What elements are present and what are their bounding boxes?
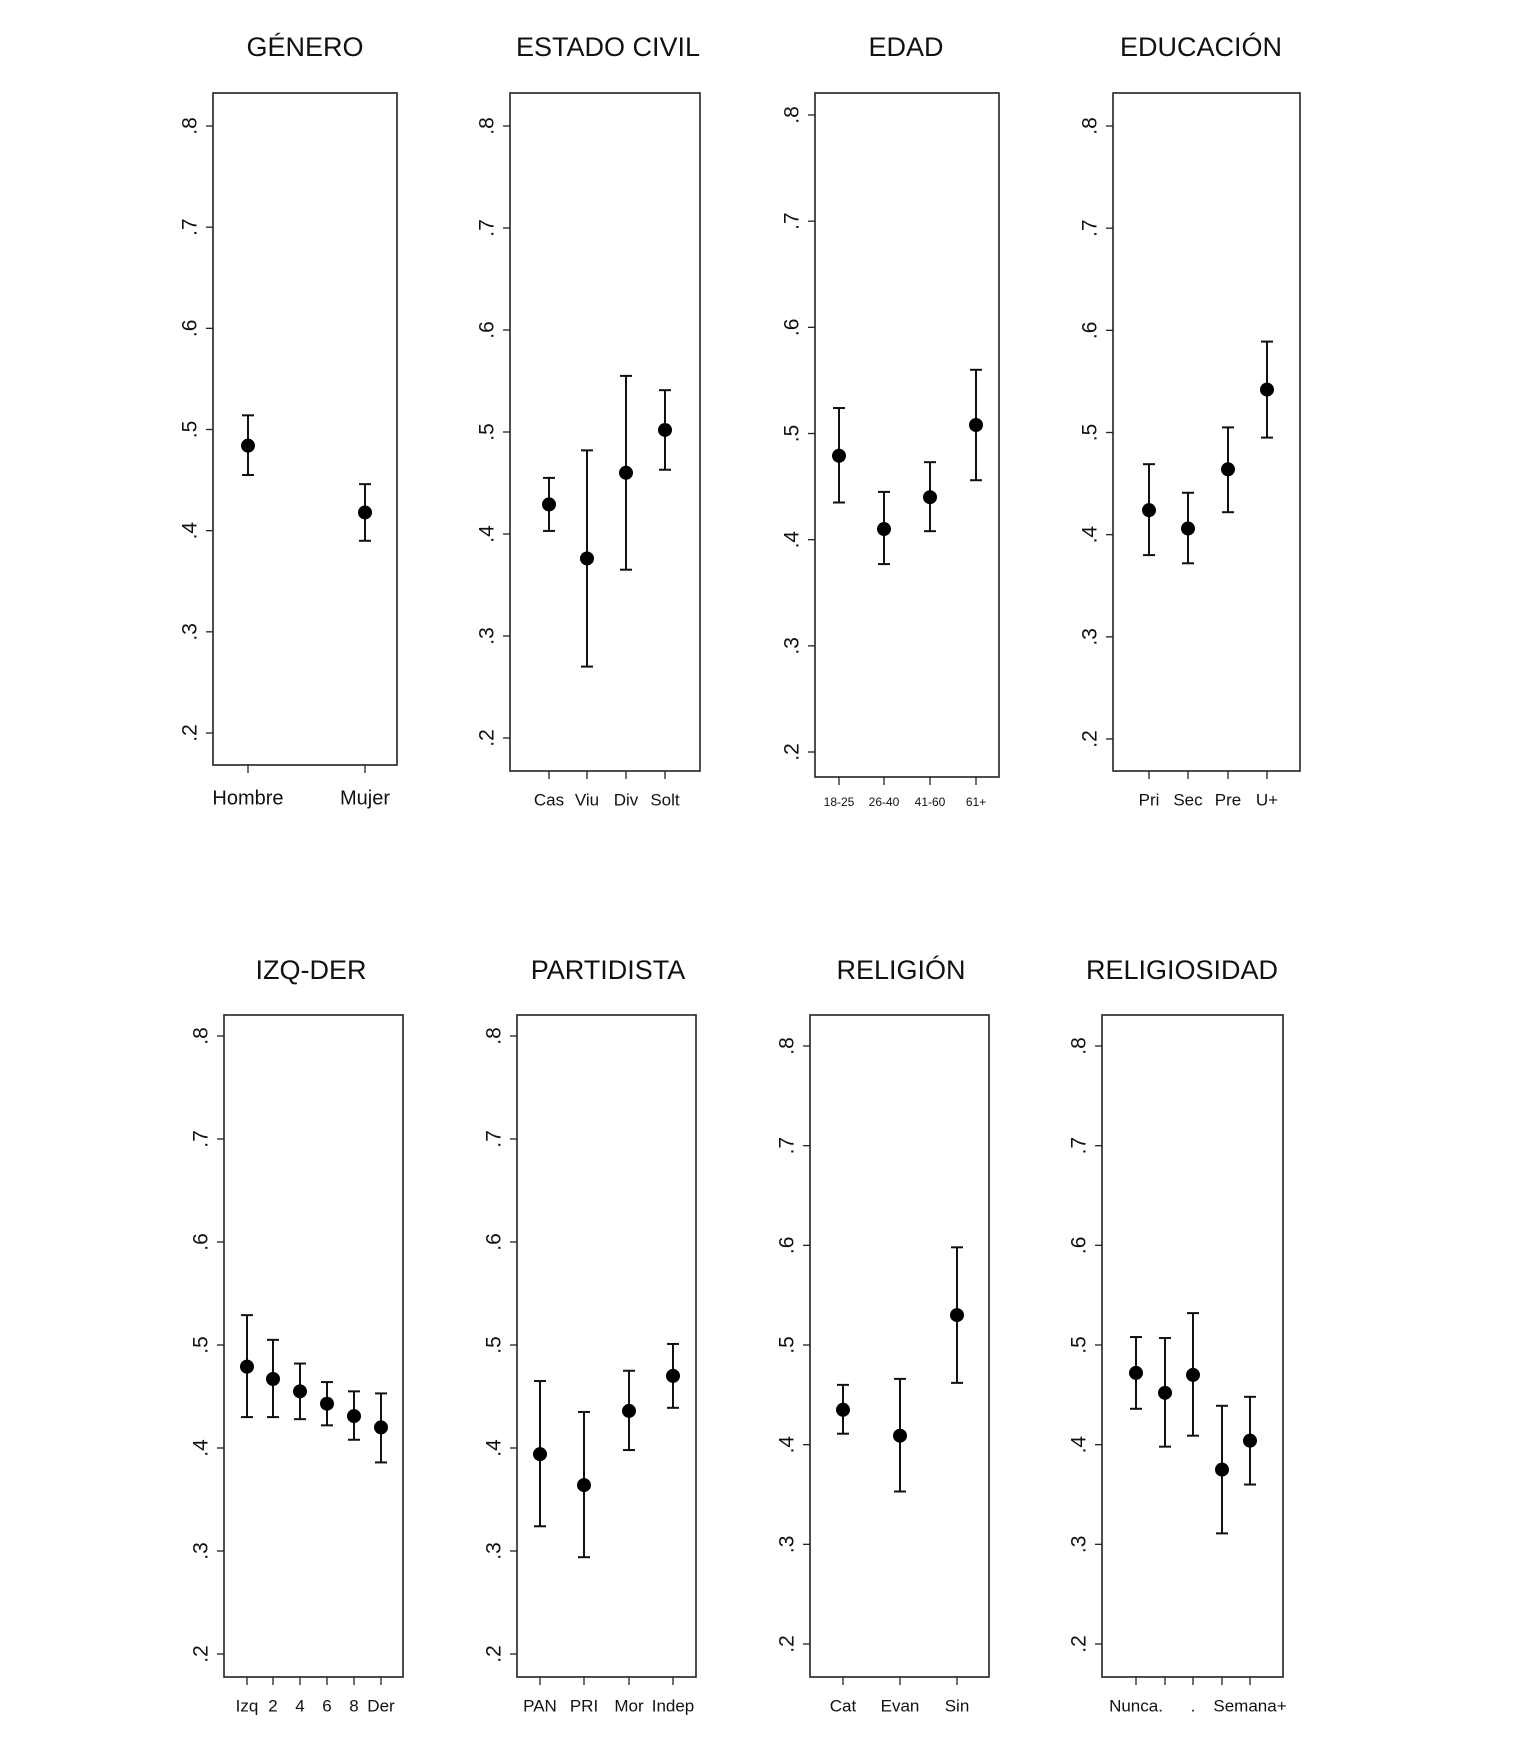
point-estimate (358, 505, 372, 519)
x-tick-label: U+ (1255, 790, 1279, 810)
y-tick-label: .8 (482, 1027, 506, 1045)
plot-frame (1113, 93, 1300, 771)
point-estimate (622, 1404, 636, 1418)
point-estimate (969, 418, 983, 432)
y-tick-label: .5 (482, 1336, 506, 1354)
panel-title: IZQ-DER (255, 955, 367, 986)
x-tick-label: Solt (650, 790, 680, 810)
panel-3 (781, 32, 999, 809)
panel-title: EDAD (868, 32, 944, 63)
y-tick-label: .2 (775, 1635, 799, 1653)
y-tick-label: .3 (1078, 628, 1102, 646)
x-tick-label: 41-60 (914, 795, 946, 810)
y-tick-label: .2 (780, 743, 804, 761)
x-tick-label: Evan (880, 1696, 920, 1716)
y-tick-label: .6 (189, 1233, 213, 1251)
y-tick-label: .3 (475, 627, 499, 645)
panel-1 (179, 32, 397, 809)
y-tick-label: .8 (475, 117, 499, 135)
panel-8 (1068, 955, 1287, 1715)
x-tick-label: Mujer (339, 787, 391, 810)
point-estimate (836, 1403, 850, 1417)
y-tick-label: .5 (475, 423, 499, 441)
y-tick-label: .7 (178, 218, 202, 236)
y-tick-label: .6 (1078, 321, 1102, 340)
y-tick-label: .6 (482, 1233, 506, 1251)
panel-title: RELIGIÓN (836, 955, 966, 986)
panel-title: PARTIDISTA (530, 955, 686, 986)
plot-frame (517, 1015, 696, 1677)
x-tick-label: 4 (295, 1696, 305, 1716)
point-estimate (320, 1397, 334, 1411)
y-tick-label: .5 (780, 424, 804, 443)
y-tick-label: .3 (189, 1542, 213, 1560)
y-tick-label: .7 (1078, 219, 1102, 237)
y-tick-label: .4 (1078, 525, 1102, 544)
point-estimate (240, 1360, 254, 1374)
x-tick-label: Indep (651, 1696, 695, 1716)
y-tick-label: .4 (482, 1439, 506, 1457)
point-estimate (241, 439, 255, 453)
x-tick-label: Cas (533, 790, 565, 810)
y-tick-label: .4 (178, 521, 202, 540)
y-tick-label: .3 (780, 637, 804, 655)
point-estimate (923, 490, 937, 504)
y-tick-label: .3 (482, 1542, 506, 1560)
x-tick-label: Der (367, 1696, 395, 1716)
point-estimate (533, 1447, 547, 1461)
plot-frame (810, 1015, 989, 1677)
y-tick-label: .8 (178, 117, 202, 135)
point-estimate (1158, 1386, 1172, 1400)
point-estimate (374, 1420, 388, 1434)
y-tick-label: .6 (780, 318, 804, 337)
point-estimate (577, 1478, 591, 1492)
x-tick-label: PRI (569, 1696, 599, 1716)
point-estimate (1142, 503, 1156, 517)
x-tick-label: 8 (349, 1696, 359, 1716)
panel-title: RELIGIOSIDAD (1085, 955, 1279, 986)
y-tick-label: .3 (178, 623, 202, 641)
x-tick-label: Izq (235, 1696, 259, 1716)
y-tick-label: .4 (475, 525, 499, 543)
y-tick-label: .6 (1067, 1236, 1091, 1255)
point-estimate (832, 449, 846, 463)
point-estimate (1243, 1434, 1257, 1448)
point-estimate (658, 423, 672, 437)
x-tick-label: Nunca. (1109, 1696, 1163, 1716)
x-tick-label: Div (613, 790, 639, 810)
point-estimate (619, 466, 633, 480)
y-tick-label: .4 (775, 1435, 799, 1454)
y-tick-label: .2 (1078, 730, 1102, 748)
y-tick-label: .8 (780, 106, 804, 124)
point-estimate (1215, 1463, 1229, 1477)
point-estimate (266, 1372, 280, 1386)
panel-6 (483, 955, 696, 1715)
y-tick-label: .2 (178, 724, 202, 742)
x-tick-label: Sec (1173, 790, 1203, 810)
point-estimate (950, 1308, 964, 1322)
panel-title: ESTADO CIVIL (515, 32, 701, 63)
x-tick-label: PAN (523, 1696, 557, 1716)
x-tick-label: Semana+ (1213, 1696, 1287, 1716)
y-tick-label: .6 (775, 1236, 799, 1255)
panel-2 (476, 32, 700, 809)
x-tick-label: 6 (322, 1696, 332, 1716)
y-tick-label: .2 (1067, 1635, 1091, 1653)
point-estimate (1260, 383, 1274, 397)
y-tick-label: .3 (775, 1535, 799, 1554)
x-tick-label: 2 (268, 1696, 278, 1716)
y-tick-label: .5 (178, 420, 202, 439)
point-estimate (1221, 462, 1235, 476)
y-tick-label: .8 (189, 1027, 213, 1045)
y-tick-label: .7 (189, 1130, 213, 1148)
plot-frame (224, 1015, 403, 1677)
y-tick-label: .4 (189, 1439, 213, 1457)
y-tick-label: .7 (475, 219, 499, 237)
y-tick-label: .8 (775, 1037, 799, 1055)
y-tick-label: .5 (1067, 1336, 1091, 1354)
y-tick-label: .6 (475, 321, 499, 339)
x-tick-label: Pre (1214, 790, 1242, 810)
x-tick-label: Sin (944, 1696, 970, 1716)
y-tick-label: .3 (1067, 1535, 1091, 1554)
panel-7 (776, 954, 989, 1715)
plot-frame (815, 93, 999, 777)
point-estimate (542, 497, 556, 511)
plot-frame (213, 93, 397, 765)
panel-title: GÉNERO (246, 32, 364, 63)
y-tick-label: .7 (775, 1136, 799, 1155)
y-tick-label: .2 (475, 729, 499, 747)
y-tick-label: .8 (1067, 1037, 1091, 1055)
panel-title: EDUCACIÓN (1119, 32, 1283, 63)
y-tick-label: .7 (1067, 1136, 1091, 1155)
y-tick-label: .8 (1078, 117, 1102, 135)
y-tick-label: .2 (189, 1645, 213, 1663)
y-tick-label: .7 (482, 1130, 506, 1148)
y-tick-label: .5 (1078, 423, 1102, 442)
x-tick-label: Cat (829, 1696, 857, 1716)
point-estimate (347, 1409, 361, 1423)
point-estimate (1181, 522, 1195, 536)
panel-4 (1079, 31, 1300, 809)
point-estimate (893, 1429, 907, 1443)
point-estimate (293, 1384, 307, 1398)
y-tick-label: .5 (189, 1336, 213, 1354)
y-tick-label: .4 (780, 530, 804, 549)
x-tick-label: . (1190, 1696, 1196, 1716)
point-estimate (1129, 1366, 1143, 1380)
x-tick-label: Mor (614, 1696, 644, 1716)
x-tick-label: 26-40 (868, 795, 900, 810)
y-tick-label: .5 (775, 1336, 799, 1354)
y-tick-label: .2 (482, 1645, 506, 1663)
point-estimate (580, 551, 594, 565)
x-tick-label: Viu (574, 790, 600, 810)
y-tick-label: .7 (780, 212, 804, 230)
y-tick-label: .6 (178, 319, 202, 338)
point-estimate (877, 522, 891, 536)
panel-5 (190, 955, 403, 1715)
y-tick-label: .4 (1067, 1435, 1091, 1454)
x-tick-label: Hombre (212, 787, 284, 810)
x-tick-label: Pri (1138, 790, 1160, 810)
x-tick-label: 61+ (965, 795, 987, 810)
point-estimate (1186, 1368, 1200, 1382)
x-tick-label: 18-25 (823, 795, 855, 810)
point-estimate (666, 1369, 680, 1383)
